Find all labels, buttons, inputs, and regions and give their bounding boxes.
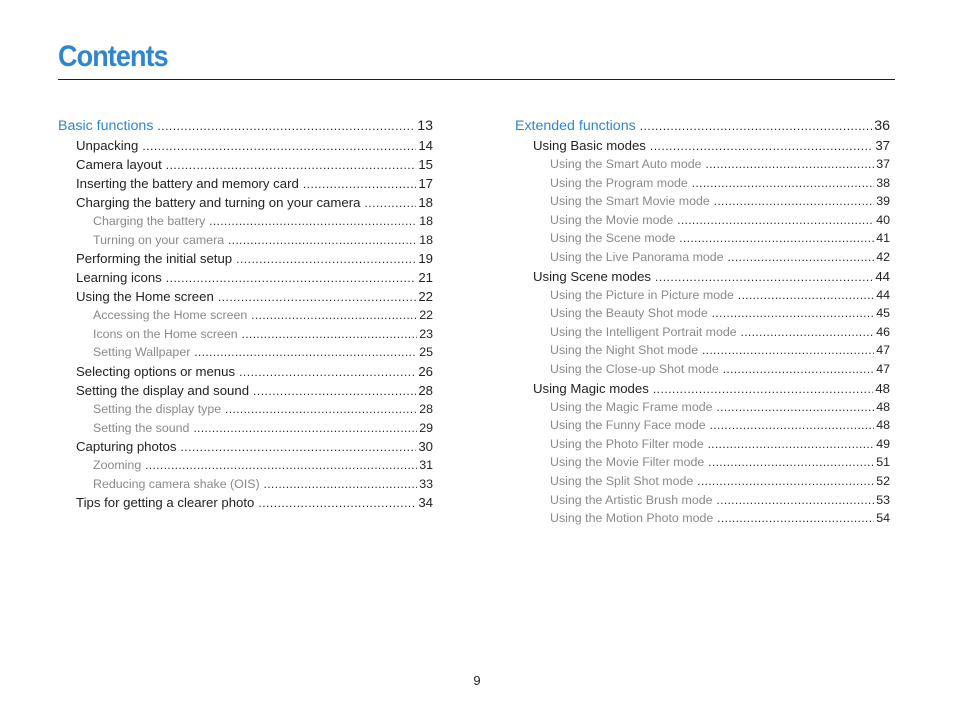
toc-entry[interactable] xyxy=(515,398,890,417)
toc-entry-label: Using the Motion Photo mode xyxy=(550,511,714,526)
toc-entry[interactable] xyxy=(58,419,433,438)
toc-entry-page: 22 xyxy=(419,308,433,323)
dot-leader xyxy=(264,476,418,495)
toc-left-column xyxy=(58,116,433,512)
toc-entry-label: Extended functions xyxy=(515,118,636,134)
dot-leader xyxy=(710,417,875,436)
toc-entry-label: Using the Close-up Shot mode xyxy=(550,361,719,376)
toc-entry-label: Selecting options or menus xyxy=(76,363,236,379)
toc-entry[interactable] xyxy=(515,192,890,211)
toc-entry[interactable] xyxy=(515,117,890,136)
toc-entry[interactable] xyxy=(515,229,890,248)
dot-leader xyxy=(653,380,874,399)
toc-entry-page: 25 xyxy=(419,345,433,360)
toc-entry-page: 44 xyxy=(875,268,890,284)
toc-entry-label: Zooming xyxy=(93,458,142,473)
toc-entry[interactable] xyxy=(515,360,890,379)
dot-leader xyxy=(712,305,874,324)
toc-entry-label: Using the Program mode xyxy=(550,175,688,190)
toc-entry-label: Using the Night Shot mode xyxy=(550,343,699,358)
toc-entry-page: 54 xyxy=(876,511,890,526)
toc-entry-label: Using the Smart Movie mode xyxy=(550,194,710,209)
dot-leader xyxy=(303,175,416,194)
toc-entry[interactable] xyxy=(515,248,890,267)
dot-leader xyxy=(166,156,417,175)
dot-leader xyxy=(723,361,874,380)
dot-leader xyxy=(218,288,417,307)
dot-leader xyxy=(655,268,873,287)
toc-entry-page: 33 xyxy=(419,476,433,491)
toc-entry-page: 52 xyxy=(876,473,890,488)
dot-leader xyxy=(738,287,874,306)
toc-entry-page: 28 xyxy=(419,401,433,416)
toc-entry-label: Charging the battery xyxy=(93,214,206,228)
toc-entry[interactable] xyxy=(515,509,890,528)
toc-entry[interactable] xyxy=(515,491,890,510)
toc-entry-label: Using Scene modes xyxy=(533,268,652,284)
toc-entry-page: 18 xyxy=(419,232,433,247)
dot-leader xyxy=(702,342,874,361)
toc-entry-page: 41 xyxy=(876,231,890,246)
toc-entry-page: 48 xyxy=(876,418,890,433)
dot-leader xyxy=(717,399,875,418)
toc-entry-label: Accessing the Home screen xyxy=(93,308,248,323)
toc-entry-page: 17 xyxy=(418,176,433,191)
toc-entry-label: Using the Scene mode xyxy=(550,231,676,246)
toc-entry-page: 40 xyxy=(876,212,890,227)
dot-leader xyxy=(650,137,873,156)
toc-entry-page: 47 xyxy=(876,343,890,358)
toc-entry-page: 31 xyxy=(419,458,433,473)
toc-entry-label: Learning icons xyxy=(76,270,162,286)
toc-entry-page: 45 xyxy=(876,306,890,321)
toc-entry-label: Tips for getting a clearer photo xyxy=(76,495,255,511)
toc-entry-label: Using the Split Shot mode xyxy=(550,473,694,488)
dot-leader xyxy=(717,510,874,529)
dot-leader xyxy=(679,230,874,249)
toc-entry[interactable] xyxy=(515,416,890,435)
dot-leader xyxy=(142,137,416,156)
toc-entry-page: 37 xyxy=(876,157,890,171)
toc-entry-page: 15 xyxy=(418,157,433,172)
toc-entry-page: 36 xyxy=(874,118,890,134)
toc-entry-page: 21 xyxy=(418,270,433,286)
toc-entry-label: Camera layout xyxy=(76,157,162,172)
dot-leader xyxy=(193,420,417,439)
toc-entry-label: Turning on your camera xyxy=(93,232,225,247)
toc-entry-label: Using the Live Panorama mode xyxy=(550,249,724,264)
dot-leader xyxy=(225,401,417,420)
toc-entry[interactable] xyxy=(58,231,433,250)
toc-entry-label: Setting the sound xyxy=(93,420,190,435)
dot-leader xyxy=(251,307,417,326)
toc-entry-page: 46 xyxy=(876,324,890,339)
dot-leader xyxy=(258,494,416,513)
toc-entry-label: Using the Picture in Picture mode xyxy=(550,287,734,302)
toc-entry[interactable] xyxy=(58,155,433,174)
toc-entry[interactable] xyxy=(515,267,890,286)
toc-entry[interactable] xyxy=(515,304,890,323)
toc-entry-page: 23 xyxy=(419,326,433,341)
toc-entry-label: Basic functions xyxy=(58,118,154,134)
toc-entry-label: Using the Movie Filter mode xyxy=(550,455,705,470)
title-rule xyxy=(58,79,895,80)
toc-entry-label: Using the Movie mode xyxy=(550,212,674,227)
toc-entry[interactable] xyxy=(515,341,890,360)
toc-entry-label: Using the Smart Auto mode xyxy=(550,157,702,171)
toc-entry[interactable] xyxy=(58,343,433,362)
dot-leader xyxy=(145,457,417,476)
dot-leader xyxy=(239,363,416,382)
toc-entry-page: 19 xyxy=(418,251,433,267)
dot-leader xyxy=(714,193,874,212)
toc-entry[interactable] xyxy=(515,211,890,230)
dot-leader xyxy=(364,194,416,213)
dot-leader xyxy=(253,382,416,401)
toc-entry-label: Inserting the battery and memory card xyxy=(76,176,299,191)
dot-leader xyxy=(640,117,873,136)
dot-leader xyxy=(741,324,875,343)
toc-entry[interactable] xyxy=(58,456,433,475)
toc-entry-page: 49 xyxy=(876,436,890,451)
toc-entry[interactable] xyxy=(58,493,433,512)
dot-leader xyxy=(194,344,417,363)
toc-entry[interactable] xyxy=(58,136,433,155)
page-title: Contents xyxy=(58,40,168,73)
toc-entry-page: 42 xyxy=(876,249,890,264)
toc-entry-label: Unpacking xyxy=(76,138,139,153)
toc-entry-page: 13 xyxy=(417,118,433,134)
toc-entry-page: 39 xyxy=(876,194,890,209)
toc-entry-label: Setting the display type xyxy=(93,401,222,416)
toc-entry[interactable] xyxy=(515,435,890,454)
toc-entry-page: 28 xyxy=(418,382,433,398)
toc-entry-label: Setting the display and sound xyxy=(76,382,250,398)
toc-entry[interactable] xyxy=(58,475,433,494)
toc-entry[interactable] xyxy=(515,472,890,491)
dot-leader xyxy=(706,156,875,175)
toc-entry[interactable] xyxy=(515,379,890,398)
toc-entry-label: Charging the battery and turning on your camera xyxy=(76,195,361,210)
toc-entry[interactable] xyxy=(58,437,433,456)
toc-entry[interactable] xyxy=(58,381,433,400)
dot-leader xyxy=(180,438,416,457)
toc-entry-page: 34 xyxy=(418,495,433,511)
toc-entry-label: Using the Funny Face mode xyxy=(550,418,706,433)
toc-entry[interactable] xyxy=(58,212,433,231)
toc-entry-label: Performing the initial setup xyxy=(76,251,233,267)
toc-entry[interactable] xyxy=(58,306,433,325)
toc-entry[interactable] xyxy=(58,117,433,136)
toc-entry[interactable] xyxy=(515,286,890,305)
toc-entry-page: 18 xyxy=(418,195,433,210)
dot-leader xyxy=(708,436,875,455)
toc-entry-label: Using the Magic Frame mode xyxy=(550,399,713,414)
dot-leader xyxy=(242,326,418,345)
toc-entry-page: 30 xyxy=(418,439,433,455)
toc-entry-page: 22 xyxy=(418,289,433,305)
toc-entry-label: Using the Beauty Shot mode xyxy=(550,306,708,321)
toc-entry-label: Reducing camera shake (OIS) xyxy=(93,476,260,491)
toc-entry-label: Using Magic modes xyxy=(533,380,649,396)
toc-entry[interactable] xyxy=(58,268,433,287)
toc-entry[interactable] xyxy=(515,155,890,174)
toc-entry-label: Using the Photo Filter mode xyxy=(550,436,704,451)
toc-entry[interactable] xyxy=(58,287,433,306)
toc-entry-page: 18 xyxy=(419,214,433,228)
dot-leader xyxy=(717,492,875,511)
toc-entry-label: Setting Wallpaper xyxy=(93,345,191,360)
toc-entry[interactable] xyxy=(515,136,890,155)
page-number: 9 xyxy=(473,673,481,688)
toc-entry-page: 44 xyxy=(876,287,890,302)
toc-entry-label: Capturing photos xyxy=(76,439,177,455)
toc-entry-page: 37 xyxy=(875,138,890,153)
toc-entry-page: 53 xyxy=(876,492,890,507)
toc-entry[interactable] xyxy=(58,249,433,268)
toc-entry[interactable] xyxy=(58,174,433,193)
toc-entry-label: Using the Home screen xyxy=(76,289,214,305)
dot-leader xyxy=(209,213,417,232)
toc-entry-page: 29 xyxy=(419,420,433,435)
toc-entry-page: 26 xyxy=(418,363,433,379)
toc-entry[interactable] xyxy=(58,325,433,344)
toc-entry-page: 38 xyxy=(876,175,890,190)
dot-leader xyxy=(677,212,874,231)
dot-leader xyxy=(728,249,875,268)
toc-entry-label: Using the Artistic Brush mode xyxy=(550,492,713,507)
toc-entry[interactable] xyxy=(58,400,433,419)
toc-entry-page: 47 xyxy=(876,361,890,376)
toc-right-column xyxy=(515,116,890,528)
toc-entry-label: Icons on the Home screen xyxy=(93,326,238,341)
dot-leader xyxy=(708,454,874,473)
toc-entry[interactable] xyxy=(515,323,890,342)
dot-leader xyxy=(692,175,874,194)
toc-entry-page: 51 xyxy=(876,455,890,470)
toc-entry-label: Using the Intelligent Portrait mode xyxy=(550,324,737,339)
toc-entry[interactable] xyxy=(58,193,433,212)
toc-entry[interactable] xyxy=(515,174,890,193)
dot-leader xyxy=(697,473,874,492)
toc-entry-page: 14 xyxy=(418,138,433,153)
dot-leader xyxy=(228,232,417,251)
toc-entry-label: Using Basic modes xyxy=(533,138,646,153)
dot-leader xyxy=(236,250,416,269)
toc-entry-page: 48 xyxy=(875,380,890,396)
toc-entry[interactable] xyxy=(58,362,433,381)
dot-leader xyxy=(157,117,415,136)
dot-leader xyxy=(166,269,417,288)
toc-entry-page: 48 xyxy=(876,399,890,414)
toc-entry[interactable] xyxy=(515,453,890,472)
